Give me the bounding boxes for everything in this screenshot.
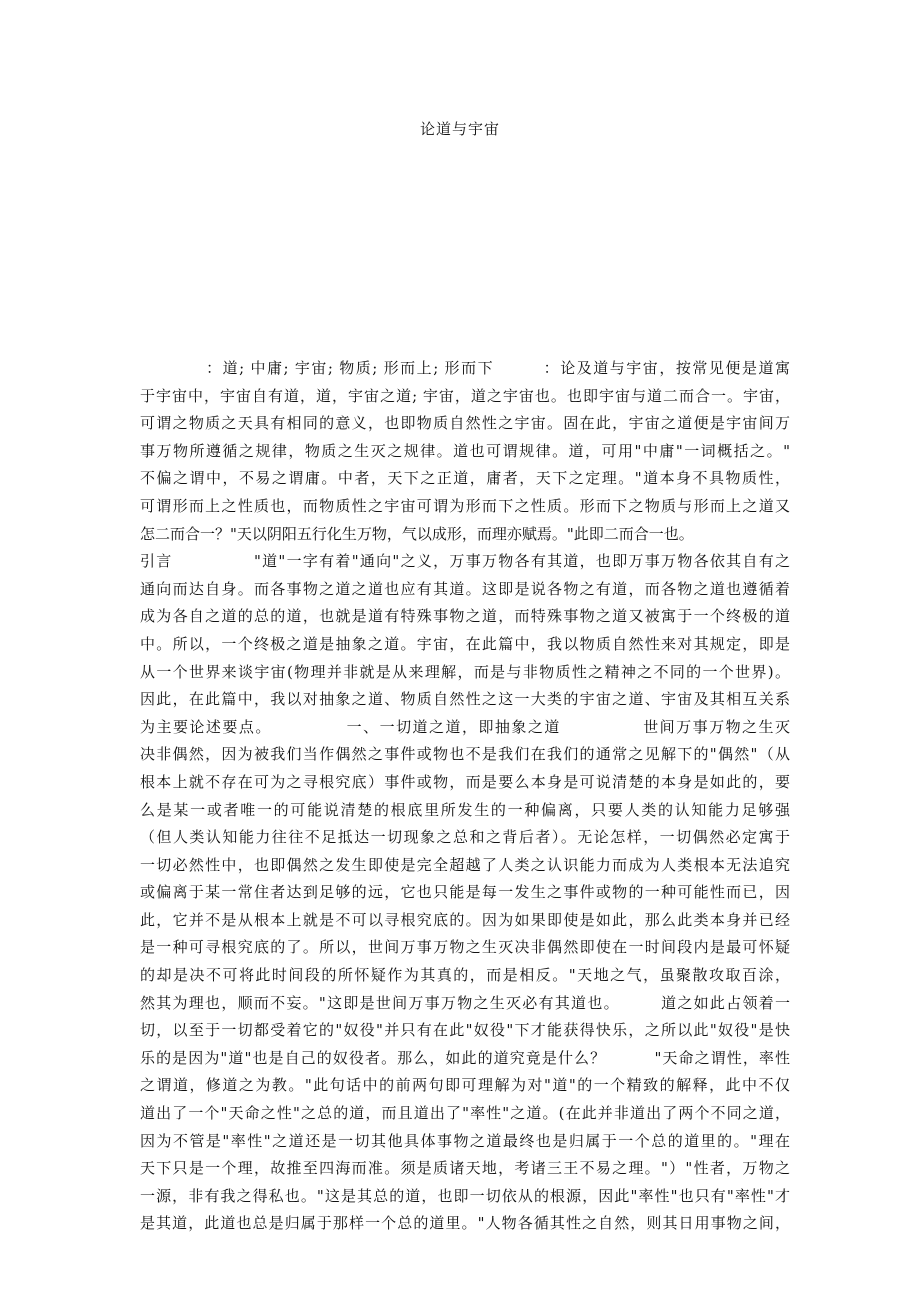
text-line: 引言 "道"一字有着"通向"之义，万事万物各有其道，也即万事万物各依其自有之 <box>140 552 790 571</box>
text-line: 此，它并不是从根本上就是不可以寻根究底的。因为如果即使是如此，那么此类本身并已经 <box>140 910 790 929</box>
text-line: 天下只是一个理，故推至四海而准。须是质诸天地，考诸三王不易之理。"）"性者，万物之 <box>140 1159 790 1178</box>
text-line: 或偏离于某一常住者达到足够的远，它也只能是每一发生之事件或物的一种可能性而已，因 <box>140 883 790 902</box>
text-line: 一切必然性中，也即偶然之发生即使是完全超越了人类之认识能力而成为人类根本无法追究 <box>140 855 790 874</box>
text-line: 根本上就不存在可为之寻根究底）事件或物，而是要么本身是可说清楚的本身是如此的，要 <box>140 772 790 791</box>
text-line: 于宇宙中，宇宙自有道，道，宇宙之道; 宇宙，道之宇宙也。也即宇宙与道二而合一。宇宙， <box>140 386 790 405</box>
text-line: 切，以至于一切都受着它的"奴役"并只有在此"奴役"下才能获得快乐，之所以此"奴役"是快 <box>140 1021 790 1040</box>
text-line: 么是某一或者唯一的可能说清楚的根底里所发生的一种偏离，只要人类的认知能力足够强 <box>140 800 790 819</box>
text-line: 为主要论述要点。 一、一切道之道，即抽象之道 世间万事万物之生灭 <box>140 717 790 736</box>
text-line: 可谓形而上之性质也，而物质性之宇宙可谓为形而下之性质。形而下之物质与形而上之道又 <box>140 496 790 515</box>
page-title: 论道与宇宙 <box>419 120 500 138</box>
text-line: 因为不管是"率性"之道还是一切其他具体事物之道最终也是归属于一个总的道里的。"理在 <box>140 1131 790 1150</box>
text-line: 通向而达自身。而各事物之道之道也应有其道。这即是说各物之有道，而各物之道也遵循着 <box>140 579 790 598</box>
text-line: 一源，非有我之得私也。"这是其总的道，也即一切依从的根源，因此"率性"也只有"率性"才 <box>140 1186 790 1205</box>
text-line: 的却是决不可将此时间段的所怀疑作为其真的，而是相反。"天地之气，虽聚散攻取百涂， <box>140 966 790 985</box>
text-line: 中。所以，一个终极之道是抽象之道。宇宙，在此篇中，我以物质自然性来对其规定，即是 <box>140 634 790 653</box>
text-line: 然其为理也，顺而不妄。"这即是世间万事万物之生灭必有其道也。 道之如此占领着一 <box>140 993 790 1012</box>
text-line: 从一个世界来谈宇宙(物理并非就是从来理解，而是与非物质性之精神之不同的一个世界)。 <box>140 662 790 681</box>
text-line: 是其道，此道也总是归属于那样一个总的道里。"人物各循其性之自然，则其日用事物之间， <box>140 1214 790 1233</box>
text-line: 怎二而合一？"天以阴阳五行化生万物，气以成形，而理亦赋焉。"此即二而合一也。 <box>140 524 694 543</box>
text-line: ：道; 中庸; 宇宙; 物质; 形而上; 形而下 ：论及道与宇宙，按常见便是道寓 <box>140 359 790 377</box>
text-line: 可谓之物质之天具有相同的意义，也即物质自然性之宇宙。固在此，宇宙之道便是宇宙间万 <box>140 414 790 433</box>
text-line: 道出了一个"天命之性"之总的道，而且道出了"率性"之道。(在此并非道出了两个不同之道， <box>140 1104 790 1123</box>
text-line: （但人类认知能力往往不足抵达一切现象之总和之背后者）。无论怎样，一切偶然必定寓于 <box>140 828 790 847</box>
text-line: 事万物所遵循之规律，物质之生灭之规律。道也可谓规律。道，可用"中庸"一词概括之。" <box>140 441 790 460</box>
body-text <box>140 355 790 1238</box>
text-line: 不偏之谓中，不易之谓庸。中者，天下之正道，庸者，天下之定理。"道本身不具物质性， <box>140 469 790 488</box>
text-line: 之谓道，修道之为教。"此句话中的前两句即可理解为对"道"的一个精致的解释，此中不仅 <box>140 1076 790 1095</box>
text-line: 因此，在此篇中，我以对抽象之道、物质自然性之这一大类的宇宙之道、宇宙及其相互关系 <box>140 690 790 709</box>
text-line: 乐的是因为"道"也是自己的奴役者。那么，如此的道究竟是什么？ "天命之谓性，率性 <box>140 1048 790 1067</box>
text-line: 决非偶然，因为被我们当作偶然之事件或物也不是我们在我们的通常之见解下的"偶然"（从 <box>140 745 790 764</box>
text-line: 是一种可寻根究底的了。所以，世间万事万物之生灭决非偶然即使在一时间段内是最可怀疑 <box>140 938 790 957</box>
text-line: 成为各自之道的总的道，也就是道有特殊事物之道，而特殊事物之道又被寓于一个终极的道 <box>140 607 790 626</box>
